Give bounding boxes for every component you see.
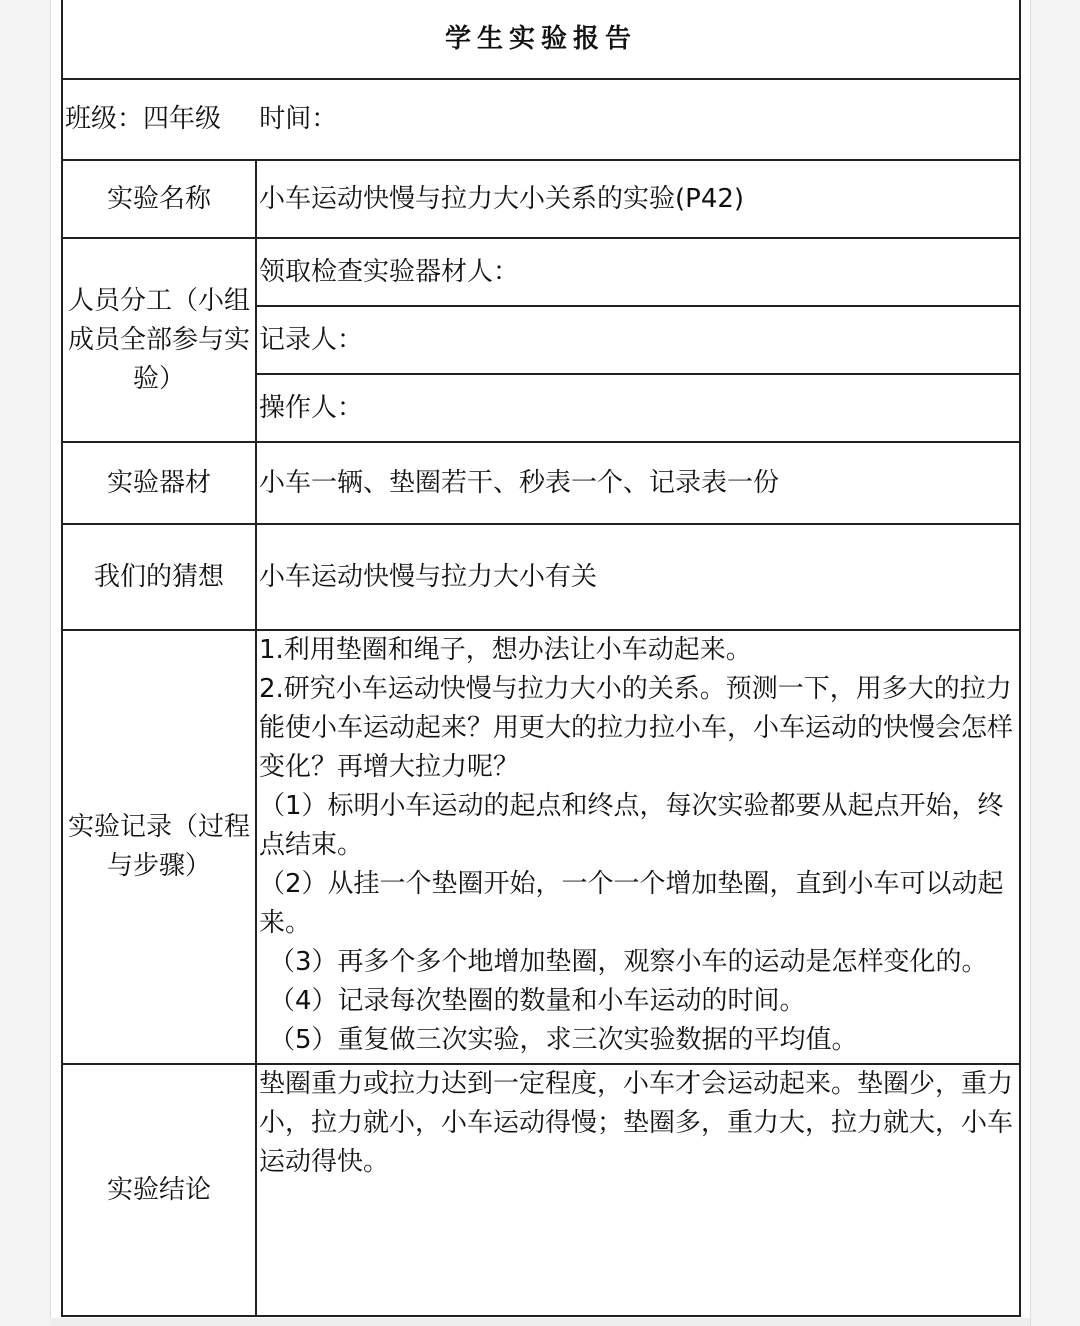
division-item-collector: 领取检查实验器材人： (256, 238, 1020, 306)
division-item-operator: 操作人： (256, 374, 1020, 442)
division-item-recorder: 记录人： (256, 306, 1020, 374)
left-gutter (0, 0, 51, 1326)
conclusion-row (62, 1064, 1020, 1316)
record-line-1: 1.利用垫圈和绳子，想办法让小车动起来。 (259, 635, 752, 665)
record-label: 实验记录（过程与步骤） (62, 630, 256, 1064)
bottom-gutter (50, 1318, 1030, 1326)
hypothesis-row (62, 524, 1020, 630)
record-line-2: 2.研究小车运动快慢与拉力大小的关系。预测一下，用多大的拉力能使小车运动起来？用更大的拉力拉小车，小车运动的快慢会怎样变化？再增大拉力呢？ (259, 674, 1014, 782)
record-step-5: （5）重复做三次实验，求三次实验数据的平均值。 (269, 1025, 858, 1055)
materials-label: 实验器材 (62, 442, 256, 524)
record-row (62, 630, 1020, 1064)
hypothesis-value: 小车运动快慢与拉力大小有关 (256, 524, 1020, 630)
materials-row (62, 442, 1020, 524)
experiment-report-table (61, 0, 1021, 1317)
class-time-cell (62, 79, 1020, 160)
division-row-1 (62, 238, 1020, 306)
experiment-name-value: 小车运动快慢与拉力大小关系的实验(P42) (256, 160, 1020, 238)
conclusion-label: 实验结论 (62, 1064, 256, 1316)
class-time-row (62, 79, 1020, 160)
experiment-name-row (62, 160, 1020, 238)
report-title: 学生实验报告 (62, 0, 1020, 79)
conclusion-value: 垫圈重力或拉力达到一定程度，小车才会运动起来。垫圈少，重力小，拉力就小，小车运动得慢；垫圈多，重力大，拉力就大，小车运动得快。 (256, 1064, 1020, 1316)
record-step-1: （1）标明小车运动的起点和终点，每次实验都要从起点开始，终点结束。 (259, 791, 1004, 860)
time-label: 时间： (259, 104, 338, 134)
class-label: 班级：四年级 (65, 104, 222, 134)
right-gutter (1030, 0, 1080, 1326)
record-step-3: （3）再多个多个地增加垫圈，观察小车的运动是怎样变化的。 (269, 947, 988, 977)
materials-value: 小车一辆、垫圈若干、秒表一个、记录表一份 (256, 442, 1020, 524)
record-step-2: （2）从挂一个垫圈开始，一个一个增加垫圈，直到小车可以动起来。 (259, 869, 1004, 938)
record-content (256, 630, 1020, 1064)
record-step-4: （4）记录每次垫圈的数量和小车运动的时间。 (269, 986, 806, 1016)
division-label: 人员分工（小组成员全部参与实验） (62, 238, 256, 442)
experiment-name-label: 实验名称 (62, 160, 256, 238)
title-row (62, 0, 1020, 79)
hypothesis-label: 我们的猜想 (62, 524, 256, 630)
